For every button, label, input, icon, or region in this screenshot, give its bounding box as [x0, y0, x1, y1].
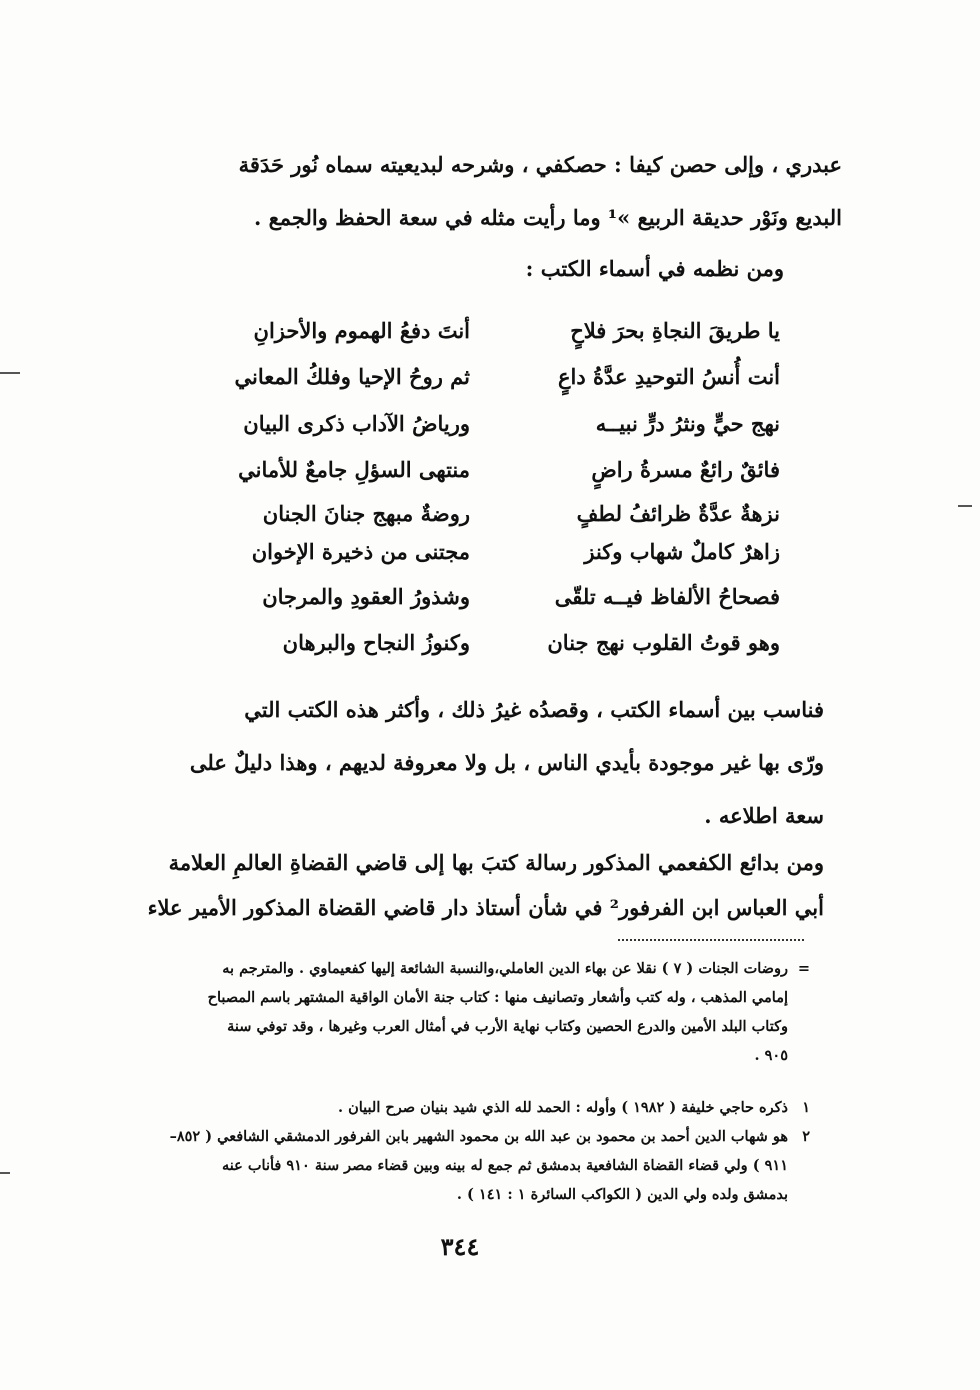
- verse-second-hemistich: وكنوزُ النجاح والبرهان: [282, 630, 470, 655]
- footnote-2: [130, 1122, 810, 1209]
- verse-second-hemistich: ثم روحُ الإحيا وفلكُ المعاني: [234, 364, 470, 389]
- footnote-mark: =: [797, 960, 810, 977]
- verse-first-hemistich: فائقٌ رائعٌ مسرةُ راضٍ: [591, 457, 780, 482]
- scan-edge-mark: [0, 1172, 10, 1174]
- body-paragraph-bottom: [112, 683, 824, 934]
- verse-first-hemistich: زاهرٌ كاملٌ شهاب وكنز: [584, 539, 780, 564]
- verse-first-hemistich: يا طريقَ النجاةِ بحرَ فلاحٍ: [570, 318, 780, 343]
- footnote-mark: ١: [802, 1099, 810, 1116]
- verse-row: [180, 630, 780, 676]
- verse-first-hemistich: نزهةٌ عدَّةٌ ظرائفُ لطفٍ: [576, 501, 780, 526]
- footnote-continued: [130, 954, 810, 1070]
- body-line: ومن بدائع الكفعمي المذكور رسالة كتبَ بها إلى قاضي القضاةِ العالمِ العلامة: [168, 850, 824, 875]
- footnote-line: ٩١١ ) ولي قضاء القضاة الشافعية بدمشق ثم جمع له بينه وبين قضاء مصر سنة ٩١٠ فأناب عنه: [222, 1157, 788, 1174]
- footnote-separator: [618, 939, 804, 941]
- body-paragraph-top: [130, 138, 842, 244]
- footnote-1: [130, 1093, 810, 1122]
- body-line: أبي العباس ابن الفرفور² في شأن أستاذ دار قاضي القضاة المذكور الأمير علاء: [147, 895, 824, 920]
- body-line: سعة اطلاعه .: [704, 803, 824, 828]
- footnote-line: بدمشق ولده ولي الدين ( الكواكب السائرة ١ : ١٤١ ) .: [456, 1186, 788, 1203]
- body-line: البديع ونَوْر حديقة الربيع »¹ وما رأيت مثله في سعة الحفظ والجمع .: [253, 205, 842, 230]
- footnote-line: ٩٠٥ .: [754, 1047, 788, 1064]
- verse-first-hemistich: فصحاحُ الألفاظ فيــه تلقّى: [554, 584, 780, 609]
- verse-row: [180, 364, 780, 410]
- verse-row: [180, 539, 780, 585]
- verse-first-hemistich: أنت أُنسُ التوحيدِ عدَّةُ داعٍ: [557, 364, 780, 389]
- verse-intro: ومن نظمه في أسماء الكتب :: [525, 256, 784, 281]
- verse-second-hemistich: روضةٌ مبهج جنانَ الجنان: [262, 501, 470, 526]
- verse-row: [180, 457, 780, 503]
- verse-first-hemistich: نهج حيٍّ ونثرُ درٍّ نبيــه: [595, 411, 780, 436]
- verse-second-hemistich: ورياضُ الآداب ذكرى البيان: [243, 411, 470, 436]
- scan-edge-mark: [958, 505, 972, 507]
- footnote-mark: ٢: [802, 1128, 810, 1145]
- verse-second-hemistich: أنتَ دفعُ الهموم والأحزانِ: [253, 318, 470, 343]
- verse-second-hemistich: مجتنى من ذخيرة الإخوان: [251, 539, 470, 564]
- verse-row: [180, 411, 780, 457]
- footnote-line: =روضات الجنات ( ٧ ) نقلا عن بهاء الدين العاملي،والنسبة الشائعة إليها كفعيماوي . والمترجم به: [130, 954, 810, 983]
- verse-row: [180, 318, 780, 364]
- footnote-line: ٢هو شهاب الدين أحمد بن محمود بن عبد الله بن محمود الشهير بابن الفرفور الدمشقي الشافعي ( ٨٥٢–: [130, 1122, 810, 1151]
- body-line: فناسب بين أسماء الكتب ، وقصدُه غيرُ ذلك ، وأكثر هذه الكتب التي: [244, 697, 824, 722]
- footnote-line: وكتاب البلد الأمين والدرع الحصين وكتاب نهاية الأرب في أمثال العرب وغيرها ، وقد توفي سنة: [227, 1018, 788, 1035]
- body-line: عبدري ، وإلى حصن كيفا : حصكفي ، وشرحه لبديعيته سماه نُور حَدَقة: [238, 152, 842, 177]
- verse-row: [180, 584, 780, 630]
- page-number: ٣٤٤: [440, 1232, 480, 1261]
- scan-edge-mark: [0, 372, 20, 374]
- body-line: ورّى بها غير موجودة بأيدي الناس ، بل ولا معروفة لديهم ، وهذا دليلٌ على: [189, 750, 824, 775]
- verse-first-hemistich: وهو قوتُ القلوب نهج جنان: [547, 630, 780, 655]
- footnote-line: ١ذكره حاجي خليفة ( ١٩٨٢ ) وأوله : الحمد لله الذي شيد بنيان صرح البيان .: [130, 1093, 810, 1122]
- verse-second-hemistich: منتهى السؤلِ جامعٌ للأماني: [238, 457, 470, 482]
- footnote-line: إمامي المذهب ، وله كتب وأشعار وتصانيف منها : كتاب جنة الأمان الواقية المشتهر باسم المصباح: [207, 989, 788, 1006]
- verse-second-hemistich: وشذورُ العقودِ والمرجان: [262, 584, 470, 609]
